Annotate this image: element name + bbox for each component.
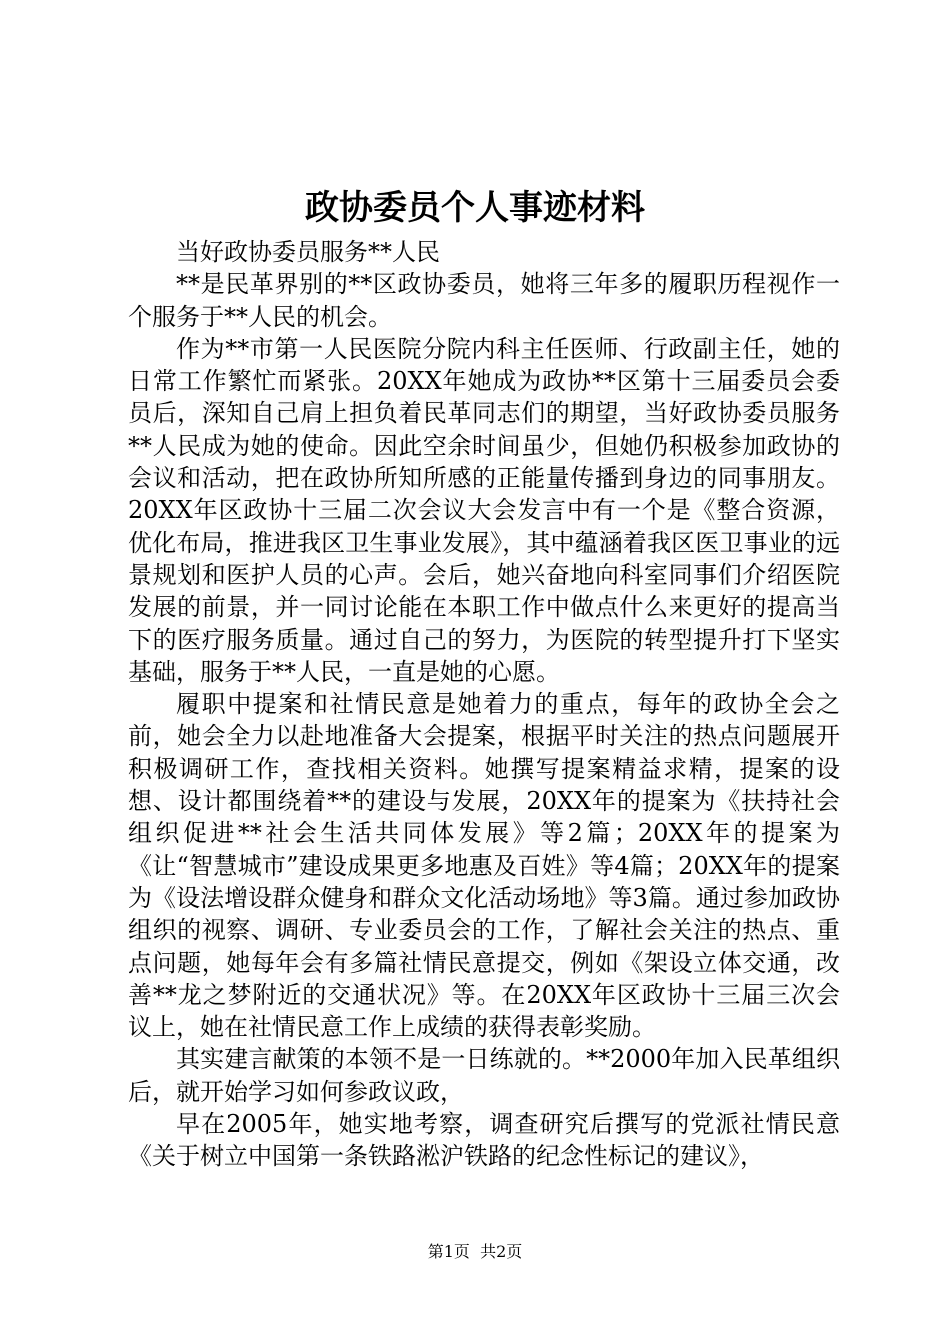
document-body bbox=[128, 236, 840, 1173]
paragraph-subtitle: 当好政协委员服务**人民 bbox=[176, 238, 440, 266]
paragraph-2005: 早在2005年，她实地考察，调查研究后撰写的党派社情民意《关于树立中国第一条铁路淞沪铁路的纪念性标记的建议》， bbox=[128, 1110, 840, 1171]
document-title: 政协委员个人事迹材料 bbox=[305, 188, 645, 228]
paragraph-skills: 其实建言献策的本领不是一日练就的。**2000年加入民革组织后，就开始学习如何参政议政， bbox=[128, 1045, 840, 1106]
paragraph-intro: **是民革界别的**区政协委员，她将三年多的履职历程视作一个服务于**人民的机会。 bbox=[128, 270, 840, 331]
page-number: 第1页 bbox=[427, 1242, 470, 1261]
page-total: 共2页 bbox=[480, 1242, 523, 1261]
paragraph-work: 作为**市第一人民医院分院内科主任医师、行政副主任，她的日常工作繁忙而紧张。20XX年她成为政协**区第十三届委员会委员后，深知自己肩上担负着民革同志们的期望，当好政协委员服务**人民成为她的使命。因此空余时间虽少，但她仍积极参加政协的会议和活动，把在政协所知所感的正能量传播到身边的同事朋友。20XX年区政协十三届二次会议大会发言中有一个是《整合资源，优化布局，推进我区卫生事业发展》，其中蕴涵着我区医卫事业的远景规划和医护人员的心声。会后，她兴奋地向科室同事们介绍医院发展的前景，并一同讨论能在本职工作中做点什么来更好的提高当下的医疗服务质量。通过自己的努力，为医院的转型提升打下坚实基础，服务于**人民，一直是她的心愿。 bbox=[128, 334, 840, 686]
page-footer bbox=[0, 1240, 950, 1264]
paragraph-proposals: 履职中提案和社情民意是她着力的重点，每年的政协全会之前，她会全力以赴地准备大会提案，根据平时关注的热点问题展开积极调研工作，查找相关资料。她撰写提案精益求精，提案的设想、设计都围绕着**的建设与发展，20XX年的提案为《扶持社会组织促进**社会生活共同体发展》等2篇；20XX年的提案为《让“智慧城市”建设成果更多地惠及百姓》等4篇；20XX年的提案为《设法增设群众健身和群众文化活动场地》等3篇。通过参加政协组织的视察、调研、专业委员会的工作，了解社会关注的热点、重点问题，她每年会有多篇社情民意提交，例如《架设立体交通，改善**龙之梦附近的交通状况》等。在20XX年区政协十三届三次会议上，她在社情民意工作上成绩的获得表彰奖励。 bbox=[128, 690, 840, 1042]
